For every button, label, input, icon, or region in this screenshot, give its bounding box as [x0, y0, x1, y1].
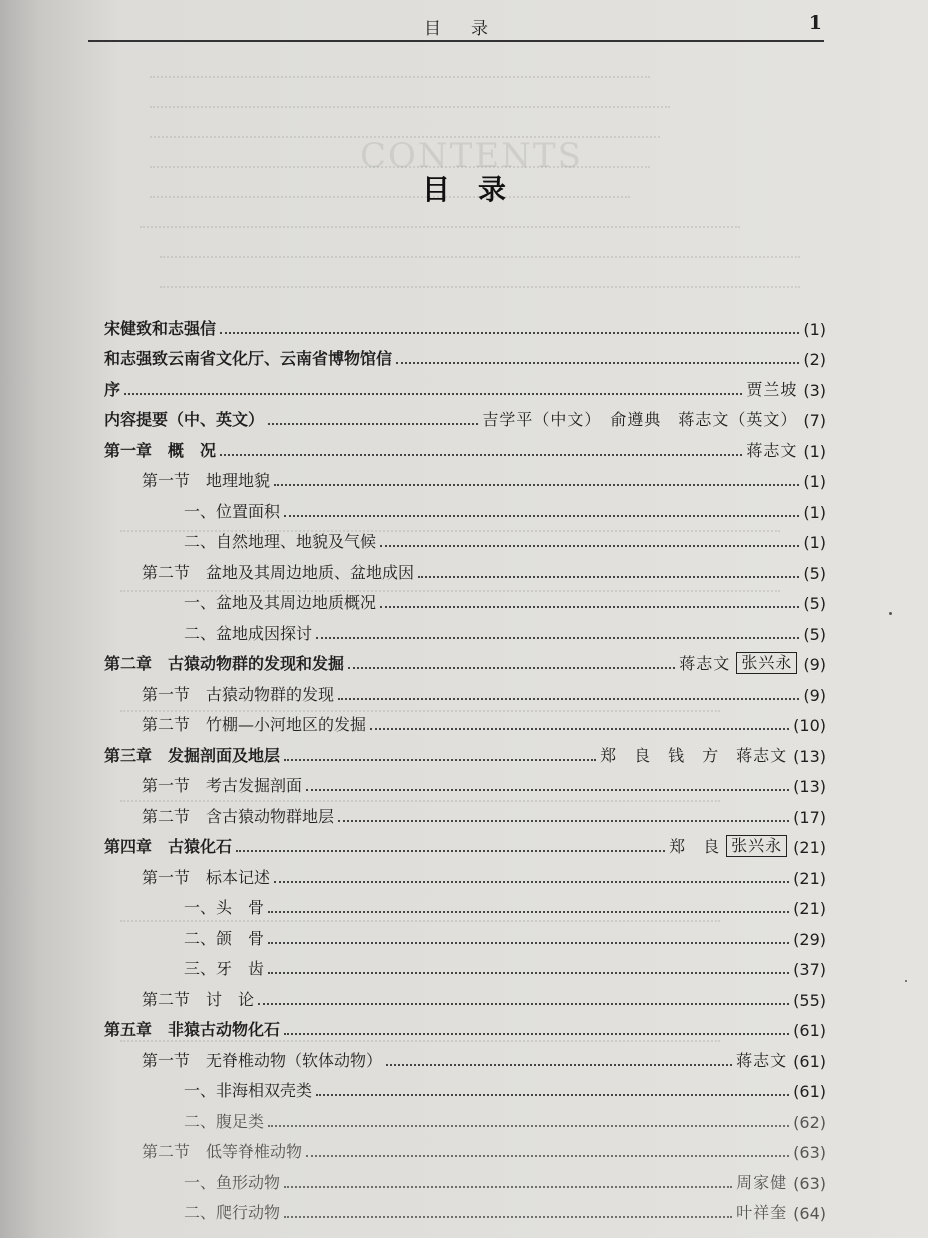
- toc-entry-title: 二、盆地成因探讨: [184, 623, 313, 643]
- toc-entry-page: (55): [793, 990, 826, 1010]
- toc-entry: [104, 1162, 826, 1193]
- toc-entry-page: (5): [803, 624, 826, 644]
- toc-entry-page: (29): [793, 929, 826, 949]
- toc-entry-title: 序: [104, 379, 121, 399]
- toc-entry-page: (9): [803, 685, 826, 705]
- dot-leader: [284, 1185, 732, 1188]
- toc-entry-page: (1): [803, 319, 826, 339]
- toc-entry-page: (61): [793, 1051, 826, 1071]
- toc-entry-title: 二、腹足类: [184, 1111, 265, 1131]
- toc-entry-page: (5): [803, 594, 826, 613]
- toc-entry-title: 一、非海相双壳类: [184, 1081, 313, 1100]
- toc-entry-author: 贾兰坡: [746, 379, 798, 399]
- toc-entry-title: 一、盆地及其周边地质概况: [184, 593, 377, 612]
- toc-entry: [104, 1101, 826, 1132]
- toc-entry: [104, 369, 826, 400]
- toc-entry-page: (7): [803, 411, 826, 430]
- toc-entry-title: 内容提要（中、英文）: [104, 410, 265, 429]
- toc-entry-title: 第一节 地理地貌: [142, 471, 271, 490]
- toc-entry-page: (37): [793, 960, 826, 979]
- toc-entry-author: 蒋志文: [679, 654, 731, 673]
- toc-entry-title: 第二节 含古猿动物群地层: [142, 806, 335, 826]
- toc-entry-title: 二、爬行动物: [184, 1203, 281, 1222]
- toc-entry-title: 第一节 标本记述: [142, 867, 271, 887]
- toc-entry: [104, 796, 826, 827]
- dot-leader: [418, 575, 799, 578]
- toc-entry-title: 第二节 盆地及其周边地质、盆地成因: [142, 562, 415, 582]
- dot-leader: [274, 880, 789, 883]
- dot-leader: [370, 727, 789, 730]
- running-title: 目录: [424, 19, 518, 39]
- toc-entry-page: (1): [803, 502, 826, 522]
- toc-entry: [104, 1071, 826, 1102]
- page-number: 1: [808, 12, 822, 34]
- toc-entry-title: 第一章 概 况: [104, 440, 217, 460]
- toc-entry-page: (63): [793, 1143, 826, 1162]
- toc-entry-title: 宋健致和志强信: [104, 318, 217, 338]
- toc-entry-page: (13): [793, 777, 826, 796]
- toc-entry-title: 第二节 竹棚—小河地区的发掘: [142, 715, 367, 734]
- toc-entry-title: 第二节 低等脊椎动物: [142, 1142, 303, 1161]
- dot-leader: [316, 636, 799, 639]
- toc-entry: [104, 888, 826, 919]
- print-speck: [889, 612, 892, 615]
- toc-entry: [104, 674, 826, 705]
- toc-entry-title: 二、颌 骨: [184, 928, 265, 948]
- dot-leader: [220, 331, 799, 334]
- toc-entry: [104, 461, 826, 492]
- dot-leader: [284, 1032, 789, 1035]
- toc-entry: [104, 1193, 826, 1224]
- toc-entry: [104, 705, 826, 736]
- toc-entry-author: 吉学平（中文） 俞遵典 蒋志文（英文）: [482, 410, 798, 429]
- toc-entry-author: 蒋志文: [736, 1050, 788, 1070]
- toc-entry-author-boxed: 张兴永: [736, 652, 797, 674]
- toc-entry: [104, 1010, 826, 1041]
- toc-entry: [104, 583, 826, 614]
- toc-entry: [104, 491, 826, 522]
- toc-entry-page: (21): [793, 838, 826, 857]
- toc-entry-title: 二、自然地理、地貌及气候: [184, 532, 377, 551]
- toc-entry: [104, 339, 826, 370]
- toc-entry-title: 和志强致云南省文化厅、云南省博物馆信: [104, 349, 393, 368]
- toc-entry-page: (63): [793, 1173, 826, 1193]
- toc-entry: [104, 400, 826, 431]
- toc-entry: [104, 918, 826, 949]
- toc-entry-page: (17): [793, 807, 826, 827]
- toc-entry-page: (21): [793, 899, 826, 918]
- dot-leader: [274, 483, 799, 486]
- dot-leader: [380, 544, 799, 547]
- dot-leader: [306, 788, 789, 791]
- toc-entry-page: (2): [803, 350, 826, 369]
- dot-leader: [338, 819, 789, 822]
- toc-entry: [104, 430, 826, 461]
- toc-entry-page: (61): [793, 1082, 826, 1101]
- toc-entry-page: (3): [803, 380, 826, 400]
- toc-entry-title: 第四章 古猿化石: [104, 837, 233, 856]
- toc-entry-author: 蒋志文: [746, 440, 798, 460]
- toc-entry: [104, 308, 826, 339]
- toc-entry: [104, 552, 826, 583]
- toc-entry: [104, 1132, 826, 1163]
- toc-entry-page: (13): [793, 746, 826, 766]
- dot-leader: [396, 361, 799, 364]
- dot-leader: [284, 514, 799, 517]
- toc-entry: [104, 949, 826, 980]
- toc-entry-title: 三、牙 齿: [184, 959, 265, 978]
- print-speck: [905, 980, 907, 982]
- toc-entry-title: 第五章 非猿古动物化石: [104, 1020, 281, 1039]
- dot-leader: [268, 1124, 789, 1127]
- dot-leader: [258, 1002, 789, 1005]
- toc-entry-title: 第二章 古猿动物群的发现和发掘: [104, 654, 345, 673]
- toc-entry: [104, 522, 826, 553]
- dot-leader: [124, 392, 742, 395]
- toc-entry: [104, 857, 826, 888]
- toc-entry-author: 周家健: [736, 1172, 788, 1192]
- dot-leader: [220, 453, 742, 456]
- dot-leader: [284, 758, 596, 761]
- toc-entry-author-boxed: 张兴永: [726, 835, 787, 857]
- toc-entry-title: 第三章 发掘剖面及地层: [104, 745, 281, 765]
- dot-leader: [380, 605, 799, 608]
- toc-entry-page: (62): [793, 1112, 826, 1132]
- toc-entry-page: (1): [803, 441, 826, 461]
- toc-entry-page: (64): [793, 1204, 826, 1223]
- toc-entry-page: (5): [803, 563, 826, 583]
- dot-leader: [268, 941, 789, 944]
- toc-entry-page: (1): [803, 533, 826, 552]
- toc-entry: [104, 766, 826, 797]
- dot-leader: [236, 849, 665, 852]
- toc-entry: [104, 979, 826, 1010]
- toc-entry-page: (61): [793, 1021, 826, 1040]
- dot-leader: [268, 422, 478, 425]
- toc-entry: [104, 827, 826, 858]
- dot-leader: [284, 1215, 732, 1218]
- toc-entry-title: 第一节 古猿动物群的发现: [142, 684, 335, 704]
- toc-entry-page: (21): [793, 868, 826, 888]
- toc-entry-title: 一、鱼形动物: [184, 1172, 281, 1192]
- toc-entry: [104, 735, 826, 766]
- dot-leader: [316, 1093, 789, 1096]
- toc-entry-author: 郑 良 钱 方 蒋志文: [600, 745, 788, 765]
- toc-entry-page: (1): [803, 472, 826, 491]
- dot-leader: [306, 1154, 789, 1157]
- toc-entry-title: 第一节 考古发掘剖面: [142, 776, 303, 795]
- toc-entry: [104, 1040, 826, 1071]
- toc-entry-page: (9): [803, 655, 826, 674]
- toc-entry-title: 一、头 骨: [184, 898, 265, 917]
- dot-leader: [338, 697, 799, 700]
- toc-entry-title: 第二节 讨 论: [142, 989, 255, 1009]
- page-title: 目录: [421, 173, 534, 206]
- table-of-contents: [104, 308, 826, 1223]
- running-header: [88, 6, 824, 42]
- toc-entry-title: 第一节 无脊椎动物（软体动物）: [142, 1050, 383, 1070]
- dot-leader: [386, 1063, 732, 1066]
- dot-leader: [348, 666, 675, 669]
- toc-entry: [104, 644, 826, 675]
- toc-entry-title: 一、位置面积: [184, 501, 281, 521]
- dot-leader: [268, 910, 789, 913]
- toc-entry-author: 叶祥奎: [736, 1203, 788, 1222]
- toc-entry-page: (10): [793, 716, 826, 735]
- toc-entry: [104, 613, 826, 644]
- toc-entry-author: 郑 良: [669, 837, 721, 856]
- dot-leader: [268, 971, 789, 974]
- show-through-background: CONTENTS: [0, 60, 928, 1238]
